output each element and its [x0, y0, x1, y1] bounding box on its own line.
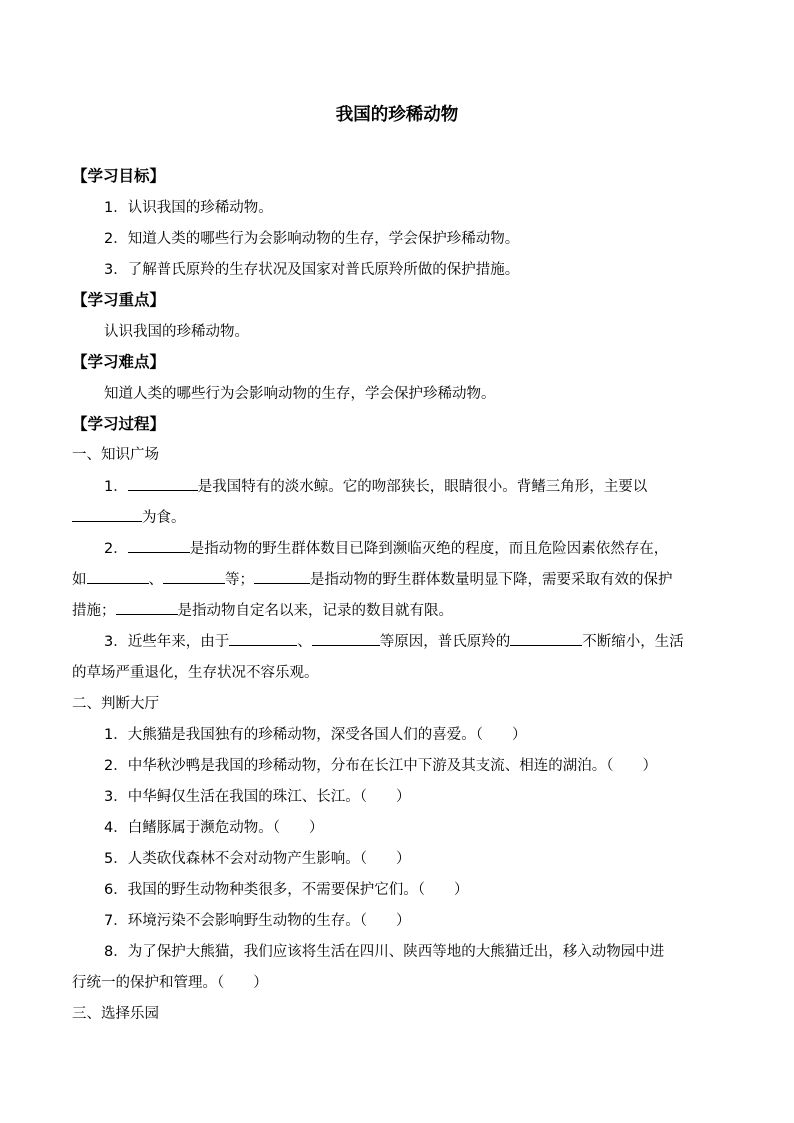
judgment-item: 2．中华秋沙鸭是我国的珍稀动物，分布在长江中下游及其支流、相连的湖泊。（ ） — [104, 758, 657, 774]
judgment-item: 8．为了保护大熊猫，我们应该将生活在四川、陕西等地的大熊猫迁出，移入动物园中进 — [104, 944, 665, 960]
answer-blank[interactable] — [163, 569, 225, 585]
fill-question-1: 1． 是我国特有的淡水鲸。它的吻部狭长，眼睛很小。背鳍三角形，主要以 — [104, 475, 647, 496]
objective-item: 1．认识我国的珍稀动物。 — [104, 200, 273, 216]
objective-item: 2．知道人类的哪些行为会影响动物的生存，学会保护珍稀动物。 — [104, 231, 520, 247]
judgment-item: 1．大熊猫是我国独有的珍稀动物，深受各国人们的喜爱。（ ） — [104, 727, 527, 743]
focus-heading: 【学习重点】 — [72, 291, 166, 309]
answer-blank[interactable] — [312, 631, 380, 647]
answer-blank[interactable] — [254, 569, 310, 585]
judgment-item-cont: 行统一的保护和管理。（ ） — [72, 975, 268, 991]
difficulty-heading: 【学习难点】 — [72, 353, 166, 371]
fill-question-3-cont: 的草场严重退化，生存状况不容乐观。 — [72, 665, 319, 681]
judgment-section-title: 二、判断大厅 — [72, 696, 159, 712]
judgment-item: 3．中华鲟仅生活在我国的珠江、长江。（ ） — [104, 789, 411, 805]
answer-blank[interactable] — [87, 569, 149, 585]
page-title: 我国的珍稀动物 — [335, 105, 459, 125]
judgment-item: 6．我国的野生动物种类很多，不需要保护它们。（ ） — [104, 882, 469, 898]
knowledge-section-title: 一、知识广场 — [72, 447, 159, 463]
difficulty-text: 知道人类的哪些行为会影响动物的生存，学会保护珍稀动物。 — [104, 386, 496, 402]
fill-question-2-cont: 如 、 等； 是指动物的野生群体数量明显下降，需要采取有效的保护 — [72, 568, 673, 589]
answer-blank[interactable] — [128, 538, 190, 554]
objectives-heading: 【学习目标】 — [72, 167, 166, 185]
fill-question-2-cont: 措施； 是指动物自定名以来，记录的数目就有限。 — [72, 599, 453, 620]
fill-question-3: 3．近些年来，由于 、 等原因，普氏原羚的 不断缩小，生活 — [104, 630, 684, 651]
fill-question-2: 2． 是指动物的野生群体数目已降到濒临灭绝的程度，而且危险因素依然存在， — [104, 537, 668, 558]
answer-blank[interactable] — [229, 631, 297, 647]
choice-section-title: 三、选择乐园 — [72, 1006, 159, 1022]
process-heading: 【学习过程】 — [72, 415, 166, 433]
fill-question-1-cont: 为食。 — [72, 506, 186, 527]
judgment-item: 7．环境污染不会影响野生动物的生存。（ ） — [104, 913, 411, 929]
judgment-item: 4．白鳍豚属于濒危动物。（ ） — [104, 820, 324, 836]
answer-blank[interactable] — [510, 631, 582, 647]
objective-item: 3．了解普氏原羚的生存状况及国家对普氏原羚所做的保护措施。 — [104, 262, 520, 278]
judgment-item: 5．人类砍伐森林不会对动物产生影响。（ ） — [104, 851, 411, 867]
answer-blank[interactable] — [72, 507, 142, 523]
answer-blank[interactable] — [128, 476, 198, 492]
focus-text: 认识我国的珍稀动物。 — [104, 324, 249, 340]
answer-blank[interactable] — [116, 600, 178, 616]
